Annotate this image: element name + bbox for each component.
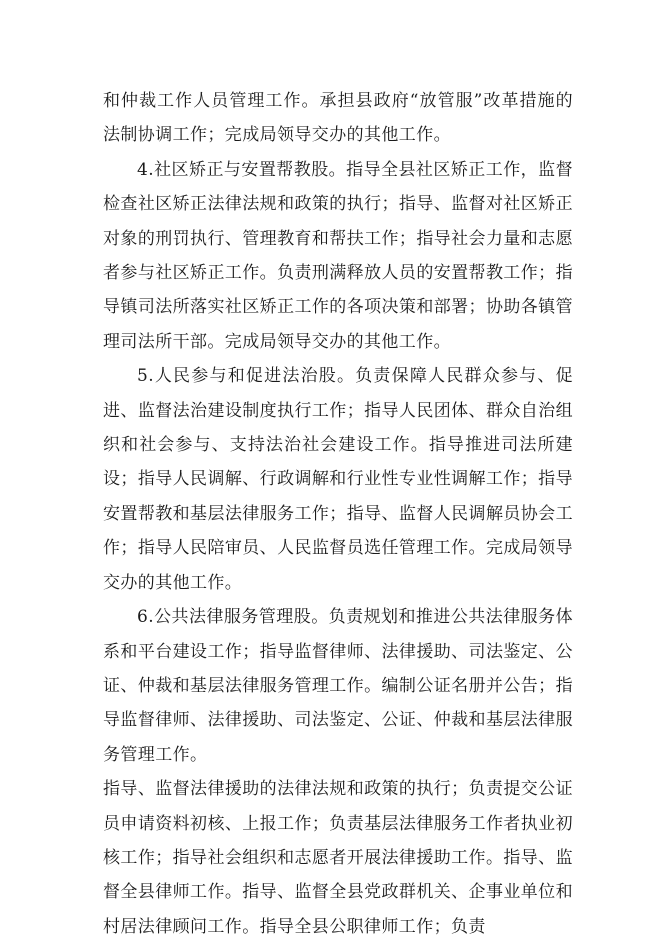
paragraph-section-6: 6.公共法律服务管理股。负责规划和推进公共法律服务体系和平台建设工作；指导监督律师、法律援助、司法鉴定、公证、仲裁和基层法律服务管理工作。编制公证名册并公告；指导监督律师、法律援助、司法鉴定、公证、仲裁和基层法律服务管理工作。 — [103, 607, 573, 765]
paragraph-continuation: 和仲裁工作人员管理工作。承担县政府“放管服”改革措施的法制协调工作；完成局领导交办的其他工作。 — [103, 91, 573, 146]
paragraph-section-5: 5.人民参与和促进法治股。负责保障人民群众参与、促进、监督法治建设制度执行工作；指导人民团体、群众自治组织和社会参与、支持法治社会建设工作。指导推进司法所建设；指导人民调解、行政调解和行业性专业性调解工作；指导安置帮教和基层法律服务工作；指导、监督人民调解员协会工作；指导人民陪审员、人民监督员选任管理工作。完成局领导交办的其他工作。 — [103, 366, 573, 593]
paragraph-section-4: 4.社区矫正与安置帮教股。指导全县社区矫正工作，监督检查社区矫正法律法规和政策的执行；指导、监督对社区矫正对象的刑罚执行、管理教育和帮扶工作；指导社会力量和志愿者参与社区矫正工作。负责刑满释放人员的安置帮教工作；指导镇司法所落实社区矫正工作的各项决策和部署；协助各镇管理司法所干部。完成局领导交办的其他工作。 — [103, 159, 573, 352]
paragraph-section-6-continuation: 指导、监督法律援助的法律法规和政策的执行；负责提交公证员申请资料初核、上报工作；负责基层法律服务工作者执业初核工作；指导社会组织和志愿者开展法律援助工作。指导、监督全县律师工作。指导、监督全县党政群机关、企事业单位和村居法律顾问工作。指导全县公职律师工作；负责 — [103, 779, 573, 937]
document-body — [103, 84, 573, 944]
